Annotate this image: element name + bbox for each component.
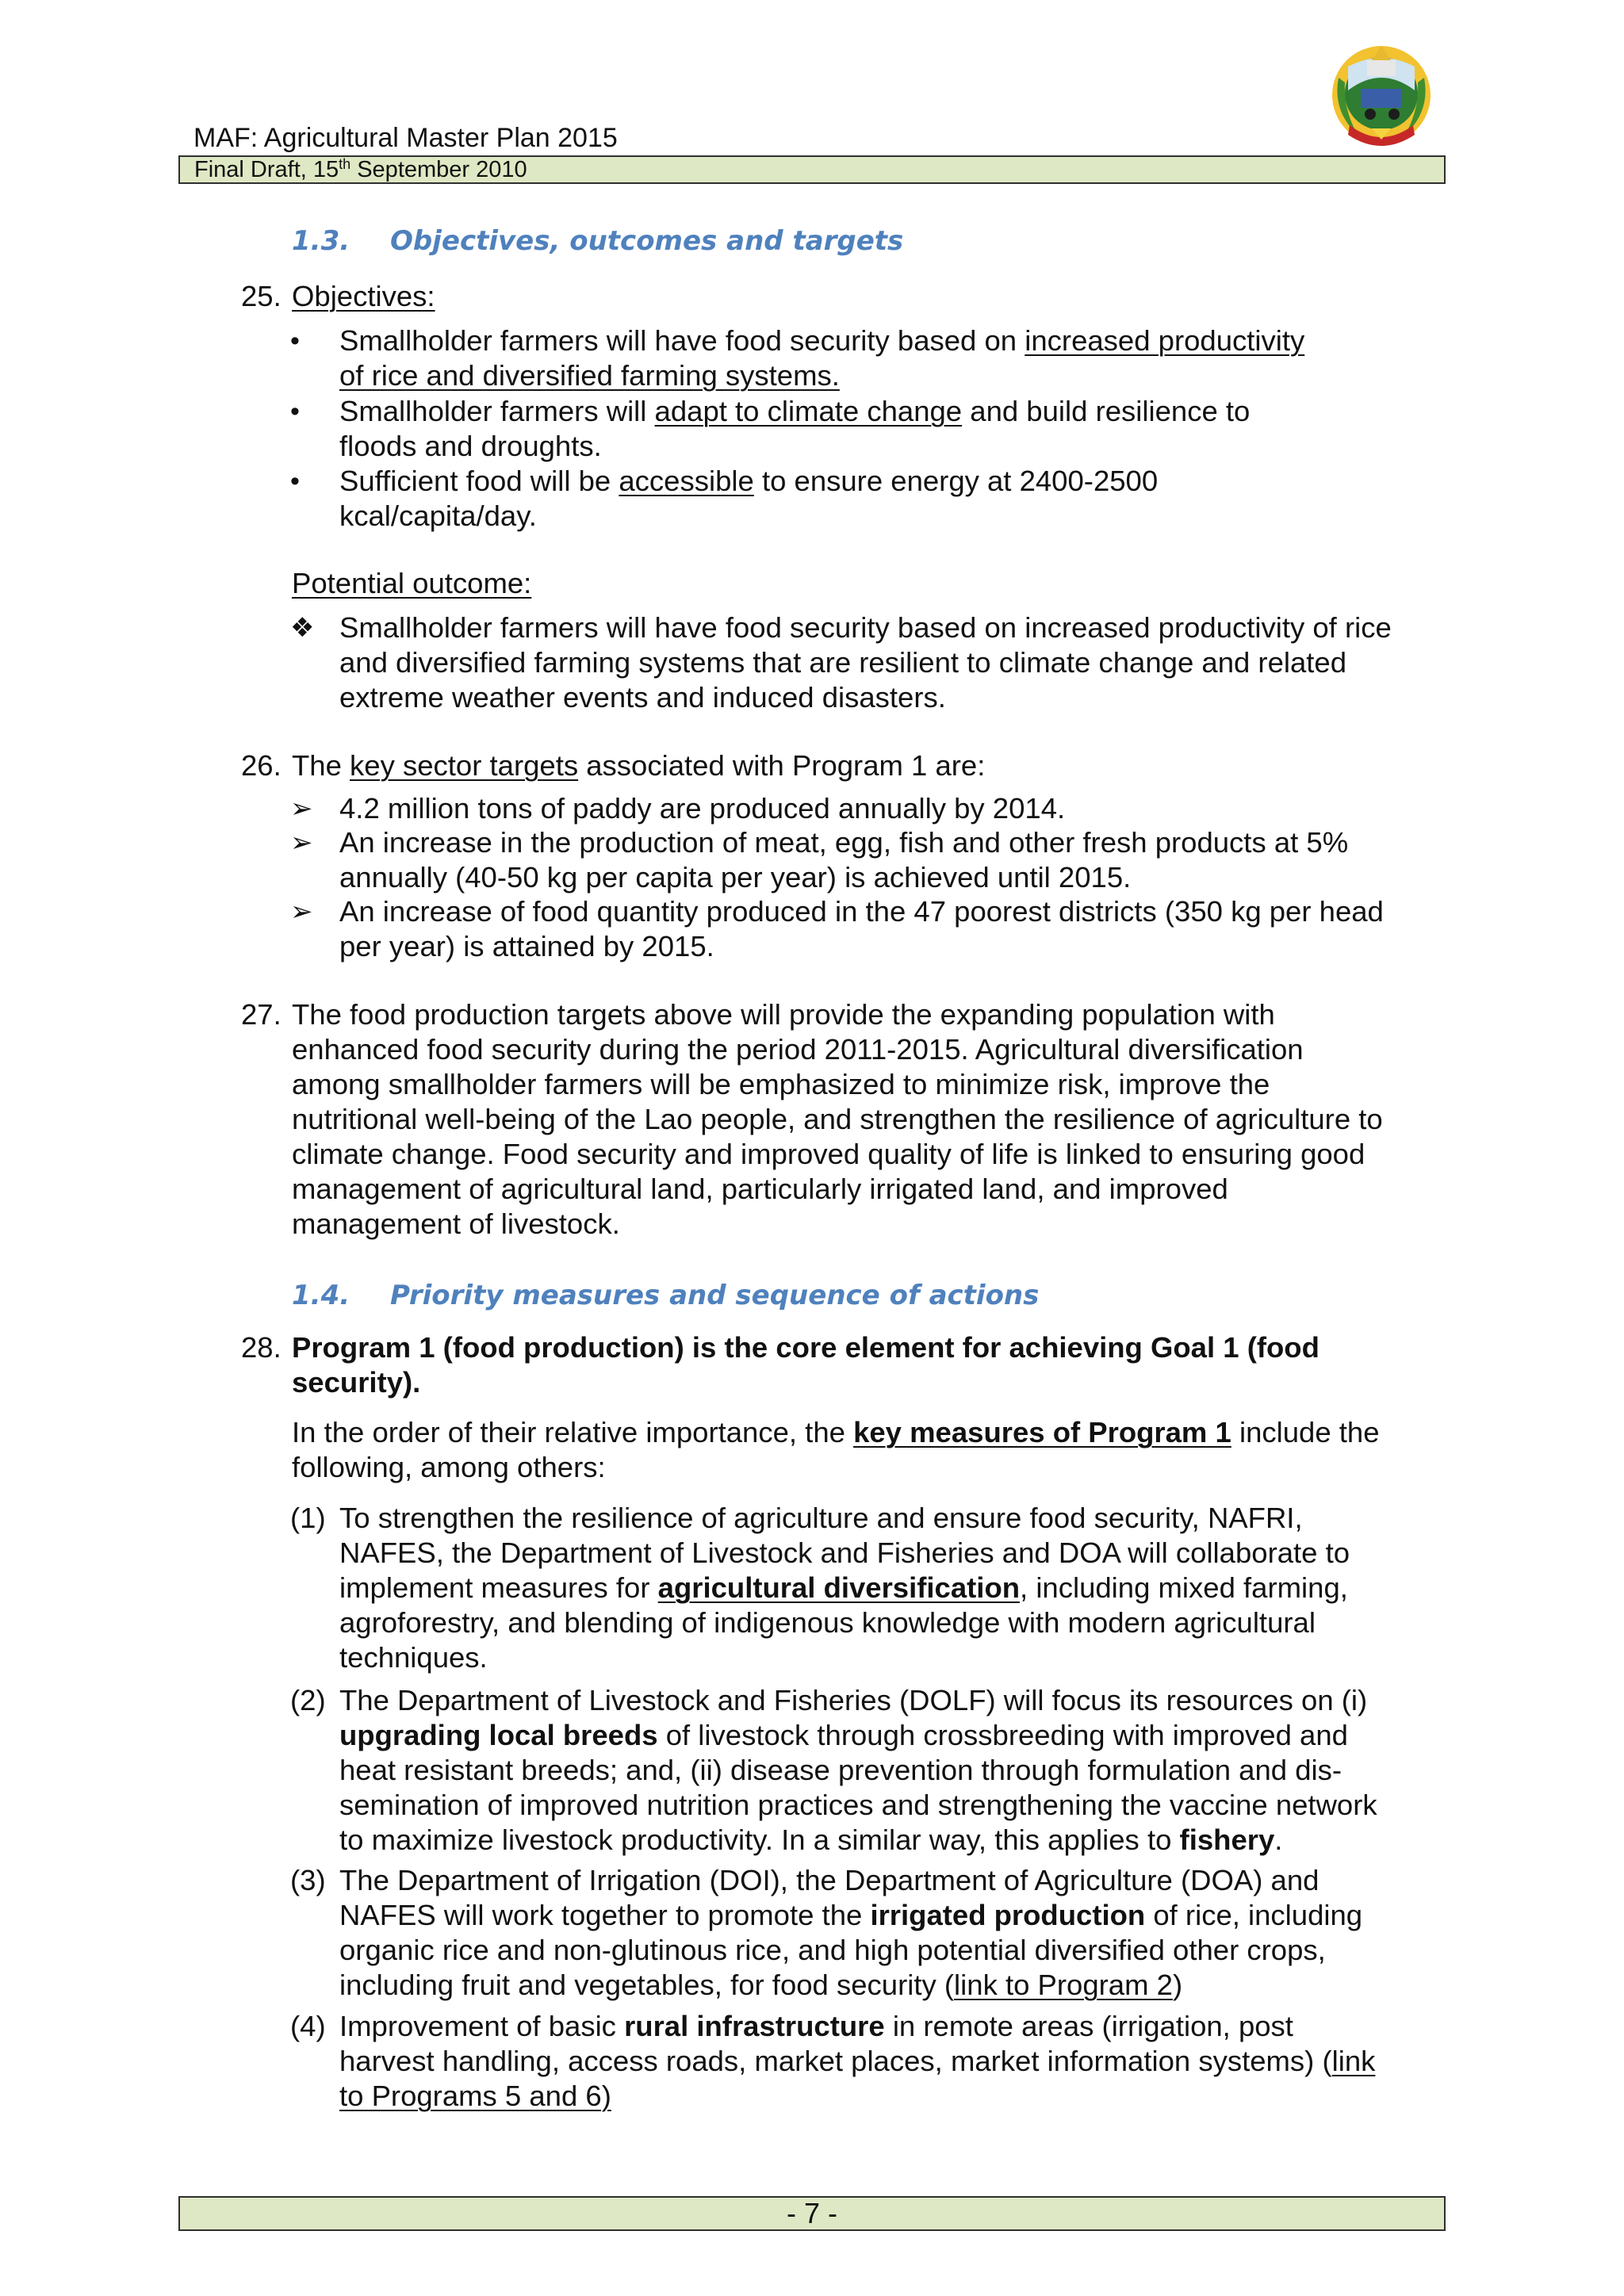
paragraph-number-26: 26.: [241, 749, 282, 782]
section-heading-1-3: 1.3. Objectives, outcomes and targets: [292, 225, 904, 257]
paragraph-27-text: The food production targets above will provide the expanding population with enhanced food security during the period 2011-2015. Agricultural diversification among smallholder farmers will be emphasized to minimize risk, improve the nutritional well-being of the Lao people, and strengthen the resilience of agriculture to climate change. Food security and improved quality of life is linked to ensuring good management of agricultural land, particularly irrigated land, and improved management of livestock.: [292, 998, 1383, 1240]
measure-number: (1): [290, 1502, 326, 1534]
objective-item: Sufficient food will be accessible to ensure energy at 2400-2500 kcal/capita/day.: [339, 465, 1159, 532]
paragraph-number-25: 25.: [241, 280, 282, 312]
ministry-emblem-logo: [1326, 43, 1437, 158]
measure-item: To strengthen the resilience of agriculture and ensure food security, NAFRI, NAFES, the Department of Livestock and Fisheries and DOA will collaborate to implement measures for agricultural diversification, including mixed farming, agroforestry, and blending of indigenous knowledge with modern agricultural techniques.: [339, 1502, 1350, 1674]
measure-item: Improvement of basic rural infrastructure in remote areas (irrigation, post harvest handling, access roads, market places, market information systems) (link to Programs 5 and 6): [339, 2010, 1376, 2112]
program-1-core-statement: Program 1 (food production) is the core element for achieving Goal 1 (food security).: [292, 1331, 1320, 1399]
objectives-heading: Objectives:: [292, 280, 435, 312]
targets-lead: The key sector targets associated with Program 1 are:: [292, 749, 986, 782]
link-to-program-2[interactable]: link to Program 2: [954, 1969, 1173, 2001]
measure-number: (2): [290, 1684, 326, 1716]
section-heading-1-4: 1.4. Priority measures and sequence of actions: [292, 1280, 1040, 1311]
target-item: 4.2 million tons of paddy are produced annually by 2014.: [339, 792, 1066, 825]
potential-outcome-heading: Potential outcome:: [292, 567, 532, 599]
arrow-bullet-icon: ➢: [290, 897, 313, 927]
measure-number: (3): [290, 1864, 326, 1896]
objective-item: Smallholder farmers will have food security based on increased productivity of rice and diversified farming systems.: [339, 324, 1305, 392]
bullet-dot: •: [290, 466, 300, 496]
arrow-bullet-icon: ➢: [290, 794, 313, 824]
page-number-footer: - 7 -: [178, 2196, 1446, 2231]
potential-outcome-text: Smallholder farmers will have food security based on increased productivity of rice and diversified farming systems that are resilient to climate change and related extreme weather events and induced disasters.: [339, 611, 1392, 714]
arrow-bullet-icon: ➢: [290, 828, 313, 858]
bullet-dot: •: [290, 396, 300, 427]
paragraph-number-27: 27.: [241, 998, 282, 1031]
target-item: An increase of food quantity produced in the 47 poorest districts (350 kg per head per year) is attained by 2015.: [339, 895, 1384, 962]
measure-item: The Department of Livestock and Fisheries (DOLF) will focus its resources on (i) upgrading local breeds of livestock through crossbreeding with improved and heat resistant breeds; and, (ii) disease prevention through formulation and dis- semination of improved nutrition practices and strengthening the vaccine network to maximize livestock productivity. In a similar way, this applies to fishery.: [339, 1684, 1377, 1856]
link-to-programs-5-6-cont[interactable]: to Programs 5 and 6): [339, 2080, 611, 2112]
measure-number: (4): [290, 2010, 326, 2042]
target-item: An increase in the production of meat, egg, fish and other fresh products at 5% annually (40-50 kg per capita per year) is achieved until 2015.: [339, 826, 1349, 894]
measure-item: The Department of Irrigation (DOI), the Department of Agriculture (DOA) and NAFES will work together to promote the irrigated production of rice, including organic rice and non-glutinous rice, and high potential diversified other crops, including fruit and vegetables, for food security (link to Program 2): [339, 1864, 1363, 2001]
key-measures-intro: In the order of their relative importance, the key measures of Program 1 include the following, among others:: [292, 1416, 1380, 1483]
link-to-programs-5-6[interactable]: link: [1331, 2045, 1376, 2077]
paragraph-number-28: 28.: [241, 1331, 282, 1364]
document-header-title: MAF: Agricultural Master Plan 2015: [193, 123, 618, 153]
objective-item: Smallholder farmers will adapt to climate change and build resilience to floods and droughts.: [339, 395, 1251, 462]
draft-date-banner: Final Draft, 15th September 2010: [178, 155, 1446, 184]
diamond-bullet-icon: ❖: [290, 613, 315, 643]
bullet-dot: •: [290, 326, 300, 356]
